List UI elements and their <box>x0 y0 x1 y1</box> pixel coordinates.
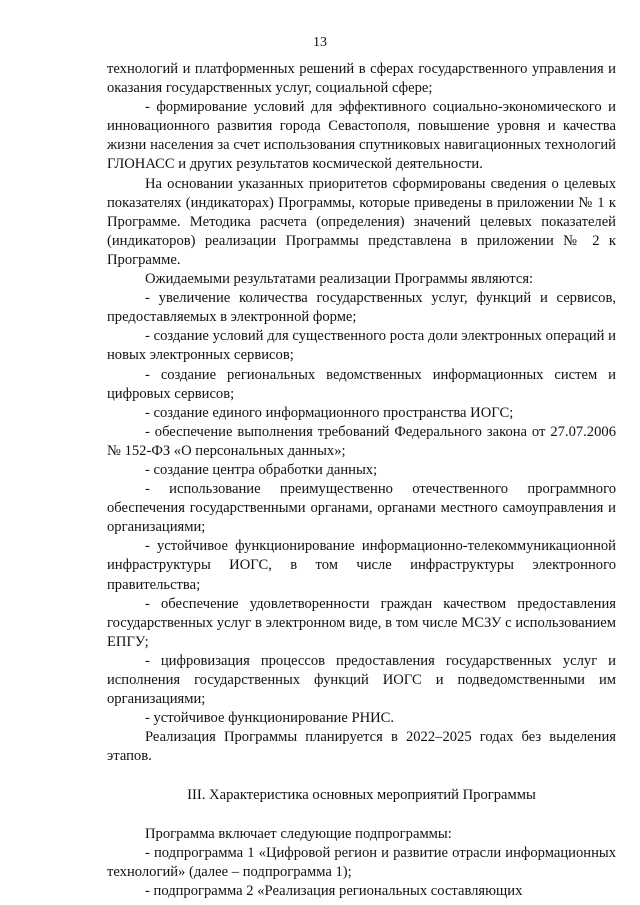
list-item: - цифровизация процессов предоставления государственных услуг и исполнения государственных функций ИОГС и подведомственными им организациями; <box>107 652 616 708</box>
list-item: - увеличение количества государственных услуг, функций и сервисов, предоставляемых в электронной форме; <box>107 290 616 326</box>
list-item: - обеспечение удовлетворенности граждан качеством предоставления государственных услуг в электронном виде, в том числе МСЗУ с использованием ЕПГУ; <box>107 595 616 650</box>
list-item: - использование преимущественно отечественного программного обеспечения государственными органами, органами местного самоуправления и организациями; <box>107 481 616 536</box>
body-text <box>107 60 616 901</box>
paragraph: Реализация Программы планируется в 2022–2025 годах без выделения этапов. <box>107 729 616 765</box>
list-item: - устойчивое функционирование РНИС. <box>145 710 395 727</box>
list-item: - подпрограмма 1 «Цифровой регион и развитие отрасли информационных технологий» (далее – подпрограмма 1); <box>107 844 616 880</box>
section-heading: III. Характеристика основных мероприятий Программы <box>187 787 536 804</box>
paragraph: Программа включает следующие подпрограммы: <box>145 825 452 842</box>
paragraph: Ожидаемыми результатами реализации Программы являются: <box>145 271 534 288</box>
page-number: 13 <box>313 35 327 50</box>
list-item: - создание условий для существенного роста доли электронных операций и новых электронных сервисов; <box>107 328 616 364</box>
paragraph: На основании указанных приоритетов сформированы сведения о целевых показателях (индикаторах) Программы, которые приведены в приложении № 1 к Программе. Методика расчета (определения) значений целевых показателей (индикаторов) реализации Программы представлена в приложении № 2 к Программе. <box>107 175 616 268</box>
list-item: - создание центра обработки данных; <box>145 461 378 478</box>
paragraph: - формирование условий для эффективного социально-экономического и инновационного развития города Севастополя, повышение уровня и качества жизни населения за счет использования спутниковых навигационных технологий ГЛОНАСС и других результатов космической деятельности. <box>107 99 616 173</box>
list-item: - подпрограмма 2 «Реализация региональных составляющих <box>145 882 523 899</box>
list-item: - устойчивое функционирование информационно-телекоммуникационной инфраструктуры ИОГС, в том числе инфраструктуры электронного правительства; <box>107 538 616 593</box>
list-item: - обеспечение выполнения требований Федерального закона от 27.07.2006 № 152-ФЗ «О персональных данных»; <box>107 423 616 459</box>
list-item: - создание единого информационного пространства ИОГС; <box>145 404 514 421</box>
list-item: - создание региональных ведомственных информационных систем и цифровых сервисов; <box>107 366 616 402</box>
paragraph: технологий и платформенных решений в сферах государственного управления и оказания государственных услуг, социальной сфере; <box>107 61 616 97</box>
